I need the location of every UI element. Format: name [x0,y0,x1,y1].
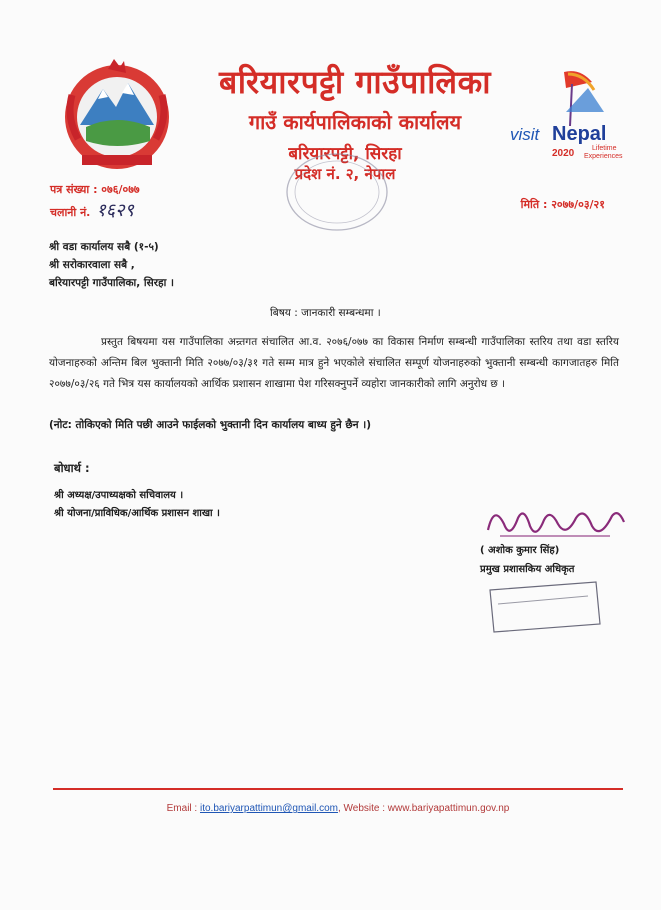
office-round-stamp [282,148,392,236]
footer-divider [53,788,623,790]
signatory-name: ( अशोक कुमार सिंह) [480,545,560,556]
letter-date: मिति : २०७७/०३/२१ [520,198,605,211]
office-subtitle: गाउँ कार्यपालिकाको कार्यालय [248,110,462,134]
email-label: Email : [166,803,200,814]
recipient-1: श्री वडा कार्यालय सबै (१-५) [49,241,159,253]
recipient-2: श्री सरोकारवाला सबै , [49,259,135,271]
signatory-stamp [484,578,604,634]
tagline-1: Lifetime [592,145,617,152]
subject-line: बिषय : जानकारी सम्बन्धमा । [270,307,381,319]
office-name: बरियारपट्टी गाउँपालिका [219,63,491,101]
letter-number: पत्र संख्या : ०७६/०७७ [50,183,140,196]
recipient-3: बरियारपट्टी गाउँपालिका, सिरहा । [49,277,174,289]
dispatch-number: १६२९ [96,200,134,221]
dispatch-label: चलानी नं. [50,206,91,219]
email-link[interactable]: ito.bariyarpattimun@gmail.com [199,803,338,814]
signatory-title: प्रमुख प्रशासकिय अधिकृत [480,564,575,575]
dispatch-row [50,198,134,222]
footer-contact [53,803,623,814]
website-text[interactable]: , Website : www.bariyapattimun.gov.np [337,803,510,814]
tagline-2: Experiences [584,153,623,160]
visit-nepal-logo [508,70,626,170]
nepal-emblem-icon [58,55,176,173]
body-paragraph: प्रस्तुत बिषयमा यस गाउँपालिका अन्र्तगत संचालित आ.व. २०७६/०७७ का विकास निर्माण सम्बन्धी गाउँपालिका स्तरिय तथा वडा स्तरिय योजनाहरुको अन्तिम बिल भुक्तानी मिति २०७७/०३/३१ गते सम्म मात्र हुने भएकोले संचालित सम्पूर्ण योजनाहरुको भुक्तानी सम्बन्धी कागजातहरु मिति २०७७/०३/२६ गते भित्र यस कार्यालयको आर्थिक प्रशासन शाखामा पेश गरिसक्नुपर्ने व्यहोरा जानकारीको लागि अनुरोध छ । [49,336,619,390]
year-text: 2020 [552,148,575,159]
visit-text: visit [510,125,540,144]
note-line: (नोट: तोकिएको मिति पछी आउने फाईलको भुक्तानी दिन कार्यालय बाध्य हुने छैन ।) [49,419,372,431]
cc-item-2: श्री योजना/प्राविधिक/आर्थिक प्रशासन शाखा । [54,508,220,519]
office-province: प्रदेश नं. २, नेपाल [294,165,396,183]
cc-item-1: श्री अध्यक्ष/उपाध्यक्षको सचिवालय । [54,490,184,501]
signature-scribble [480,500,630,548]
office-location: बरियारपट्टी, सिरहा [288,144,402,164]
cc-heading: बोधार्थ : [54,461,90,475]
nepal-text: Nepal [552,123,607,145]
